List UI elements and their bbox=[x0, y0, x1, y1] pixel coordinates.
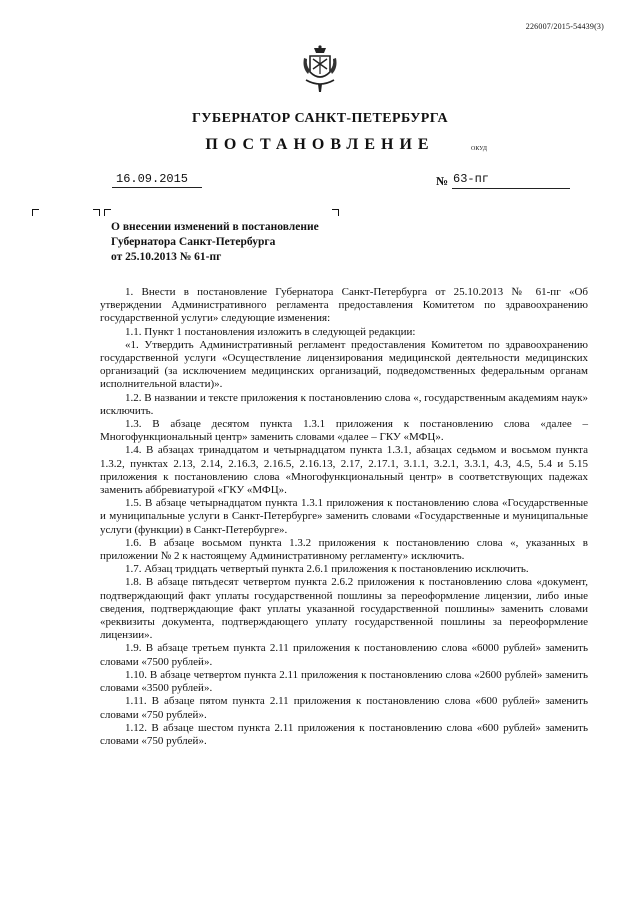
body-paragraph: 1.5. В абзаце четырнадцатом пункта 1.3.1 приложения к постановлению слова «Государственные и муниципальные услуги в Санкт-Петербурге» заменить словами «Государственные и муниципальные услуги (функции) в Санкт-Петербурге». bbox=[100, 497, 588, 536]
document-registration-number: 226007/2015-54439(3) bbox=[525, 22, 604, 31]
corner-mark bbox=[32, 209, 39, 216]
number-underline bbox=[452, 188, 570, 189]
body-paragraph: «1. Утвердить Административный регламент предоставления Комитетом по здравоохранению государственной услуги «Осуществление лицензирования медицинской деятельности медицинских организаций (за исключением медицинских организаций, подведомственных федеральным органам исполнительной власти)». bbox=[100, 338, 588, 391]
number-label: № bbox=[436, 174, 449, 188]
okud-label: ОКУД bbox=[471, 146, 487, 152]
document-number: 63-пг bbox=[453, 172, 490, 186]
corner-mark bbox=[104, 209, 111, 216]
body-paragraph: 1.8. В абзаце пятьдесят четвертом пункта 2.6.2 приложения к постановлению слова «документ, подтверждающий факт уплаты государственной пошлины за переоформление лицензии, либо иные сведения, подтверждающие факт уплаты указанной государственной пошлины» заменить словами «реквизиты документа, подтверждающего уплату государственной пошлины за переоформление лицензии». bbox=[100, 576, 588, 642]
issuing-authority: ГУБЕРНАТОР САНКТ-ПЕТЕРБУРГА bbox=[191, 111, 449, 126]
body-paragraph: 1. Внести в постановление Губернатора Санкт-Петербурга от 25.10.2013 № 61-пг «Об утверждении Административного регламента предоставления Комитетом по здравоохранению государственной услуги» следующие изменения: bbox=[100, 286, 588, 325]
body-paragraph: 1.11. В абзаце пятом пункта 2.11 приложения к постановлению слова «600 рублей» заменить словами «750 рублей». bbox=[100, 695, 588, 721]
body-paragraph: 1.9. В абзаце третьем пункта 2.11 приложения к постановлению слова «6000 рублей» заменить словами «7500 рублей». bbox=[100, 642, 588, 668]
body-paragraph: 1.12. В абзаце шестом пункта 2.11 приложения к постановлению слова «600 рублей» заменить словами «750 рублей». bbox=[100, 721, 588, 747]
date-underline bbox=[112, 187, 202, 188]
corner-mark bbox=[332, 209, 339, 216]
body-paragraph: 1.1. Пункт 1 постановления изложить в следующей редакции: bbox=[125, 325, 416, 338]
body-paragraph: 1.3. В абзаце десятом пункта 1.3.1 приложения к постановлению слова «далее – Многофункциональный центр» заменить словами «далее – ГКУ «МФЦ». bbox=[100, 418, 588, 444]
corner-mark bbox=[93, 209, 100, 216]
subject-line: Губернатора Санкт-Петербурга bbox=[111, 236, 276, 248]
document-body bbox=[100, 286, 588, 748]
body-paragraph: 1.2. В названии и тексте приложения к постановлению слова «, государственным академиям наук» исключить. bbox=[100, 391, 588, 417]
body-paragraph: 1.10. В абзаце четвертом пункта 2.11 приложения к постановлению слова «2600 рублей» заменить словами «3500 рублей». bbox=[100, 668, 588, 695]
document-subject bbox=[111, 220, 351, 265]
body-paragraph: 1.4. В абзацах тринадцатом и четырнадцатом пункта 1.3.1, абзацах седьмом и восьмом пункта 1.3.2, пунктах 2.13, 2.14, 2.16.3, 2.16.5, 2.16.13, 2.17, 2.17.1, 3.1.1, 3.2.1, 3.3.1, 4.3, 4.5, 5.4 и 5.15 приложения к постановлению слова «Многофункциональный центр» в соответствующих падежах заменить аббревиатурой «ГКУ «МФЦ». bbox=[100, 444, 588, 497]
body-paragraph: 1.7. Абзац тридцать четвертый пункта 2.6.1 приложения к постановлению исключить. bbox=[125, 563, 529, 576]
subject-line: О внесении изменений в постановление bbox=[111, 221, 319, 233]
subject-line: от 25.10.2013 № 61-пг bbox=[111, 251, 222, 263]
coat-of-arms-icon bbox=[300, 44, 340, 94]
document-type-title: ПОСТАНОВЛЕНИЕ bbox=[205, 136, 435, 153]
body-paragraph: 1.6. В абзаце восьмом пункта 1.3.2 приложения к постановлению слова «, указанных в приложении № 2 к настоящему Административному регламенту» исключить. bbox=[100, 536, 588, 563]
document-date: 16.09.2015 bbox=[116, 172, 189, 186]
